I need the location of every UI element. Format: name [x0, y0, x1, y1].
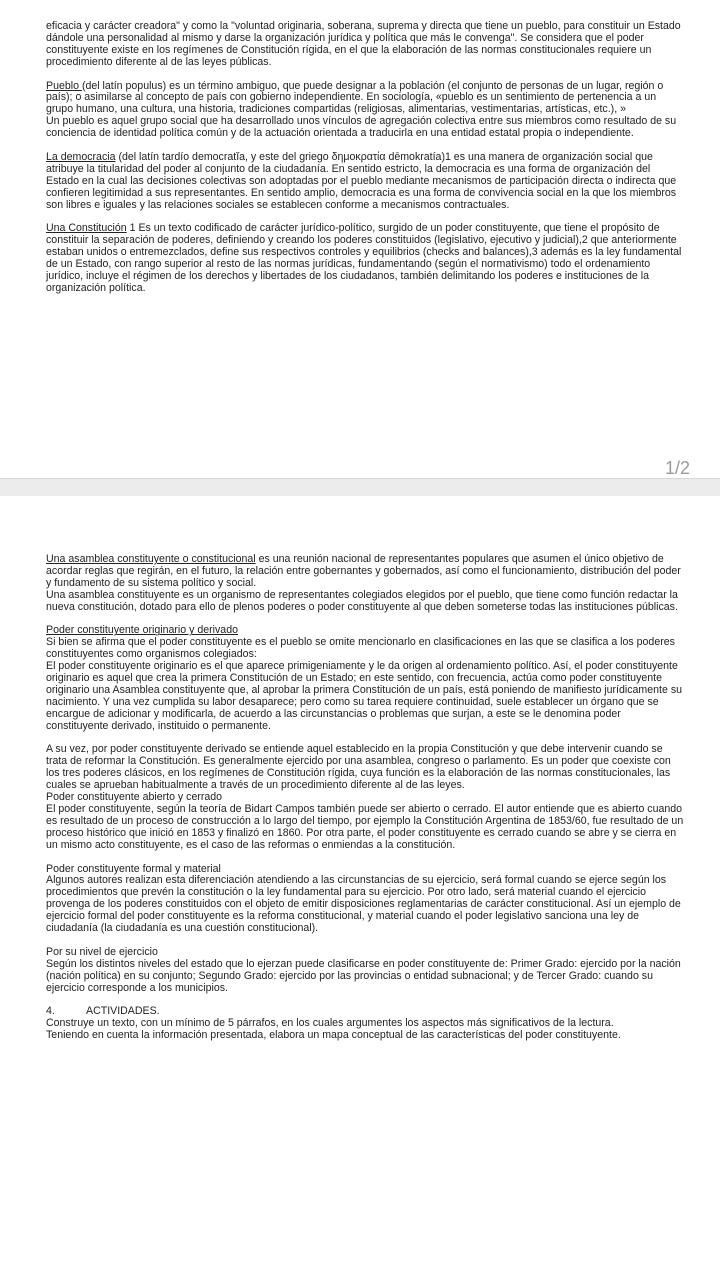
asamblea-paragraph-2: Una asamblea constituyente es un organismo de representantes colegiados elegidos por el pueblo, que tiene como función redactar la nueva constitución, dotado para ello de plenos poderes o poder constituyente al que deben someterse todas las instituciones públicas.: [46, 588, 678, 613]
intro-paragraph: eficacia y carácter creadora" y como la "voluntad originaria, soberana, suprema y directa que tiene un pueblo, para constituir un Estado dándole una personalidad al mismo y darse la organización jurídica y política que más le convenga". Se considera que el poder constituyente existe en los regímenes de Constitución rígida, en el que la elaboración de las normas constitucionales requiere un procedimiento diferente al de las leyes públicas.: [46, 20, 681, 68]
democracia-paragraph: [46, 152, 686, 212]
nivel-paragraph: Según los distintos niveles del estado que lo ejerzan puede clasificarse en poder constituyente de: Primer Grado: ejercido por la nación (nación política) en su conjunto; Segundo Grado: ejercido por las provincias o entidad subnacional; y de Tercer Grado: cuando su ejercicio corresponde a los municipios.: [46, 957, 681, 994]
constitucion-definition: 1 Es un texto codificado de carácter jurídico-político, surgido de un poder constituyente, que tiene el propósito de constituir la separación de poderes, definiendo y creando los poderes constituidos (legislativo, ejecutivo y judicial),2 que anteriormente estaban unidos o entremezclados, define sus respectivos controles y equilibrios (checks and balances),3 además es la ley fundamental de un Estado, con rango superior al resto de las normas jurídicas, fundamentando (según el normativismo) todo el ordenamiento jurídico, incluye el régimen de los derechos y libertades de los ciudadanos, también delimitando los poderes e instituciones de la organización política.: [46, 222, 682, 294]
abierto-heading: Poder constituyente abierto y cerrado: [46, 791, 223, 804]
originario-text-1: Si bien se afirma que el poder constituyente es el pueblo se omite mencionarlo en clasificaciones en las que se clasifica a los poderes constituyentes como organismos colegiados:: [46, 636, 675, 661]
constitucion-term: Una Constitución: [46, 222, 127, 235]
page-1-body: [46, 21, 686, 307]
pueblo-paragraph: [46, 81, 686, 117]
actividades-heading-text: ACTIVIDADES.: [86, 1005, 160, 1018]
derivado-paragraph: A su vez, por poder constituyente derivado se entiende aquel establecido en la propia Constitución y que debe intervenir cuando se trata de reformar la Constitución. Es generalmente ejercido por una asamblea, congreso o parlamento. Es un poder que coexiste con los tres poderes clásicos, en los regímenes de Constitución rígida, cuya función es la elaboración de las normas constitucionales, las cuales se aprueban habitualmente a través de un procedimiento diferente al de las leyes.: [46, 743, 671, 792]
actividades-number: 4.: [46, 1005, 55, 1018]
page-separator: [0, 478, 720, 498]
page-number: 1/2: [664, 458, 690, 478]
nivel-heading: Por su nivel de ejercicio: [46, 945, 158, 958]
formal-heading: Poder constituyente formal y material: [46, 862, 221, 875]
asamblea-paragraph: [46, 554, 686, 590]
originario-text-2: El poder constituyente originario es el que aparece primigeniamente y le da origen al ordenamiento político. Así, el poder constituyente originario es aquel que crea la primera Constitución de un Estado; en este sentido, con frecuencia, actúa como poder constituyente originario una Asamblea constituyente que, al aprobar la primera Constitución de un país, está poniendo de manifiesto jurídicamente su nacimiento. Y una vez cumplida su labor desaparece; pero como su tarea requiere continuidad, suele establecer un órgano que se encargue de adicionar y modificarla, de acuerdo a las circunstancias o problemas que surjan, a este se le denomina poder constituyente derivado, instituido o permanente.: [46, 660, 683, 732]
pueblo-term: Pueblo: [46, 79, 82, 92]
pueblo-definition: (del latín populus) es un término ambiguo, que puede designar a la población (el conjunto de personas de un lugar, región o país); o asimilarse al concepto de país con gobierno independiente. En sociología, «pueblo es un sentimiento de pertenencia a un grupo humano, una cultura, una historia, tradiciones compartidas (religiosas, alimentarias, vestimentarias, artísticas, etc.), »: [46, 79, 664, 116]
actividades-text-1: Construye un texto, con un mínimo de 5 párrafos, en los cuales argumentes los aspectos más significativos de la lectura.: [46, 1017, 614, 1030]
constitucion-paragraph: [46, 223, 686, 294]
abierto-paragraph: El poder constituyente, según la teoría de Bidart Campos también puede ser abierto o cerrado. El autor entiende que es abierto cuando es resultado de un proceso de construcción a lo largo del tiempo, por ejemplo la Constitución Argentina de 1853/60, fue resultado de un proceso histórico que inició en 1853 y finalizó en 1860. Por otra parte, el poder constituyente es cerrado cuando se abre y se cierra en un mismo acto constituyente, es el caso de las reformas o enmiendas a la constitución.: [46, 803, 684, 851]
document-page-1: [0, 0, 720, 478]
democracia-term: La democracia: [46, 150, 116, 163]
asamblea-term: Una asamblea constituyente o constitucional: [46, 553, 256, 565]
formal-paragraph: Algunos autores realizan esta diferenciación atendiendo a las circunstancias de su ejercicio, será formal cuando se ejerce según los procedimientos que prevén la constitución o la ley fundamental para su ejercicio. Por otro lado, será material cuando el ejercicio provenga de los poderes constituidos con el objeto de emitir disposiciones reglamentarias de carácter constitucional. Así un ejemplo de ejercicio formal del poder constituyente es la reforma constitucional, y material cuando el poder legislativo sanciona una ley de ciudadanía (la ciudadanía es una cuestión constitucional).: [46, 874, 681, 935]
page-2-body: [46, 554, 686, 1042]
actividades-text-2: Teniendo en cuenta la información presentada, elabora un mapa conceptual de las características del poder constituyente.: [46, 1029, 621, 1042]
democracia-definition: (del latín tardío democratĭa, y este del griego δημοκρατία dēmokratía)1 es una manera de organización social que atribuye la titularidad del poder al conjunto de la ciudadanía. En sentido estricto, la democracia es una forma de organización del Estado en la cual las decisiones colectivas son adoptadas por el pueblo mediante mecanismos de participación directa o indirecta que confieren legitimidad a sus representantes. En sentido amplio, democracia es una forma de convivencia social en la que los miembros son libres e iguales y las relaciones sociales se establecen conforme a mecanismos contractuales.: [46, 150, 677, 211]
pueblo-paragraph-2: Un pueblo es aquel grupo social que ha desarrollado unos vínculos de agregación colectiva entre sus miembros como resultado de su conciencia de identidad política común y de la actuación orientada a traducirla en una entidad estatal propia o independiente.: [46, 115, 677, 140]
originario-heading-text: Poder constituyente originario y derivado: [46, 624, 238, 637]
document-page-2: [0, 496, 720, 1267]
asamblea-definition: es una reunión nacional de representantes populares que asumen el único objetivo de acordar reglas que regirán, en el futuro, la relación entre gobernantes y gobernados, así como el funcionamiento, distribución del poder y fundamento de su sistema político y social.: [46, 553, 681, 589]
